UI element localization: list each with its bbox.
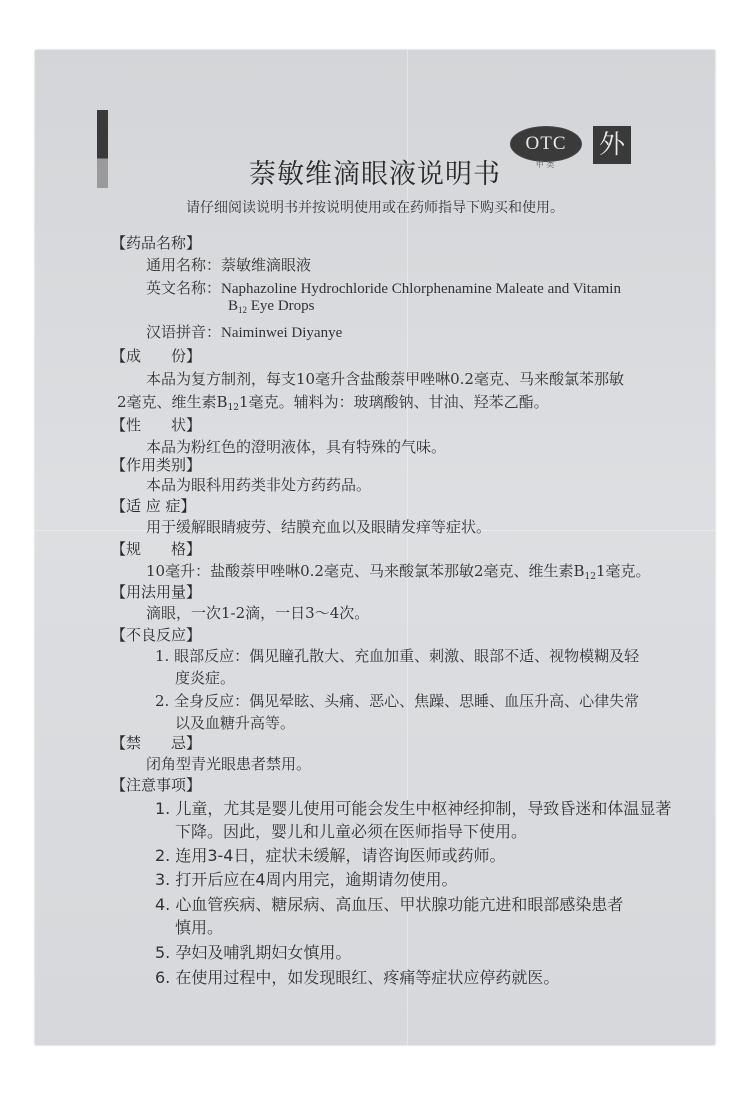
english-name-line2: $B_{12}$ Eye Drops	[228, 298, 315, 315]
pinyin-value: Naiminwei Diyanye	[221, 325, 343, 341]
english-name-row	[146, 277, 621, 298]
adverse-item2-line1: 2. 全身反应：偶见晕眩、头痛、恶心、焦躁、思睡、血压升高、心律失常	[155, 692, 640, 710]
appearance-text: 本品为粉红色的澄明液体，具有特殊的气味。	[146, 438, 447, 456]
precaution-item2: 2. 连用3-4日，症状未缓解，请咨询医师或药师。	[155, 846, 506, 865]
common-name-row	[146, 254, 311, 275]
section-heading-spec: 【规 格】	[111, 540, 202, 558]
otc-oval: OTC	[510, 126, 582, 162]
section-heading-name: 【药品名称】	[111, 234, 202, 252]
composition-line2: 2毫克、维生素$B_{12}1$毫克。辅料为：玻璃酸钠、甘油、羟苯乙酯。	[117, 393, 549, 413]
precaution-item1-line2: 下降。因此，婴儿和儿童必须在医师指导下使用。	[175, 822, 528, 841]
precaution-item4-line1: 4. 心血管疾病、糖尿病、高血压、甲状腺功能亢进和眼部感染患者	[155, 895, 624, 914]
section-heading-composition: 【成 份】	[111, 347, 202, 365]
precaution-item5: 5. 孕妇及哺乳期妇女慎用。	[155, 943, 352, 962]
precaution-item4-line2: 慎用。	[175, 918, 224, 937]
adverse-item1-line1: 1. 眼部反应：偶见瞳孔散大、充血加重、刺激、眼部不适、视物模糊及轻	[155, 647, 640, 665]
spec-text: 10毫升：盐酸萘甲唑啉0.2毫克、马来酸氯苯那敏2毫克、维生素$B_{12}1$毫克。	[146, 562, 651, 582]
external-use-badge: 外	[593, 126, 631, 164]
composition-line1: 本品为复方制剂，每支10毫升含盐酸萘甲唑啉0.2毫克、马来酸氯苯那敏	[146, 370, 624, 388]
section-heading-appearance: 【性 状】	[111, 416, 202, 434]
common-name-label: 通用名称：	[146, 256, 222, 274]
common-name-value: 萘敏维滴眼液	[221, 256, 312, 274]
page-subtitle: 请仔细阅读说明书并按说明使用或在药师指导下购买和使用。	[186, 200, 564, 216]
section-heading-contra: 【禁 忌】	[111, 734, 202, 752]
dosage-text: 滴眼，一次1-2滴，一日3～4次。	[146, 604, 370, 622]
pinyin-label: 汉语拼音：	[146, 323, 222, 341]
english-name-line1: Naphazoline Hydrochloride Chlorphenamine Maleate and Vitamin	[221, 281, 621, 297]
english-name-label: 英文名称：	[146, 279, 222, 297]
adverse-item2-line2: 以及血糖升高等。	[175, 714, 296, 732]
section-heading-category: 【作用类别】	[111, 456, 202, 474]
pinyin-row	[146, 321, 342, 342]
precaution-item1-line1: 1. 儿童，尤其是婴儿使用可能会发生中枢神经抑制，导致昏迷和体温显著	[155, 799, 672, 818]
section-heading-dosage: 【用法用量】	[111, 583, 202, 601]
page-title: 萘敏维滴眼液说明书	[249, 159, 501, 190]
otc-class-label: 甲 类	[535, 160, 555, 169]
adverse-item1-line2: 度炎症。	[175, 669, 236, 687]
contra-text: 闭角型青光眼患者禁用。	[146, 755, 312, 773]
category-text: 本品为眼科用药类非处方药药品。	[146, 476, 372, 494]
section-heading-indications: 【适 应 症】	[111, 497, 196, 515]
precaution-item6: 6. 在使用过程中，如发现眼红、疼痛等症状应停药就医。	[155, 968, 560, 987]
precaution-item3: 3. 打开后应在4周内用完，逾期请勿使用。	[155, 870, 458, 889]
section-heading-adverse: 【不良反应】	[111, 626, 202, 644]
indications-text: 用于缓解眼睛疲劳、结膜充血以及眼睛发痒等症状。	[146, 518, 492, 536]
section-heading-precautions: 【注意事项】	[111, 776, 202, 794]
